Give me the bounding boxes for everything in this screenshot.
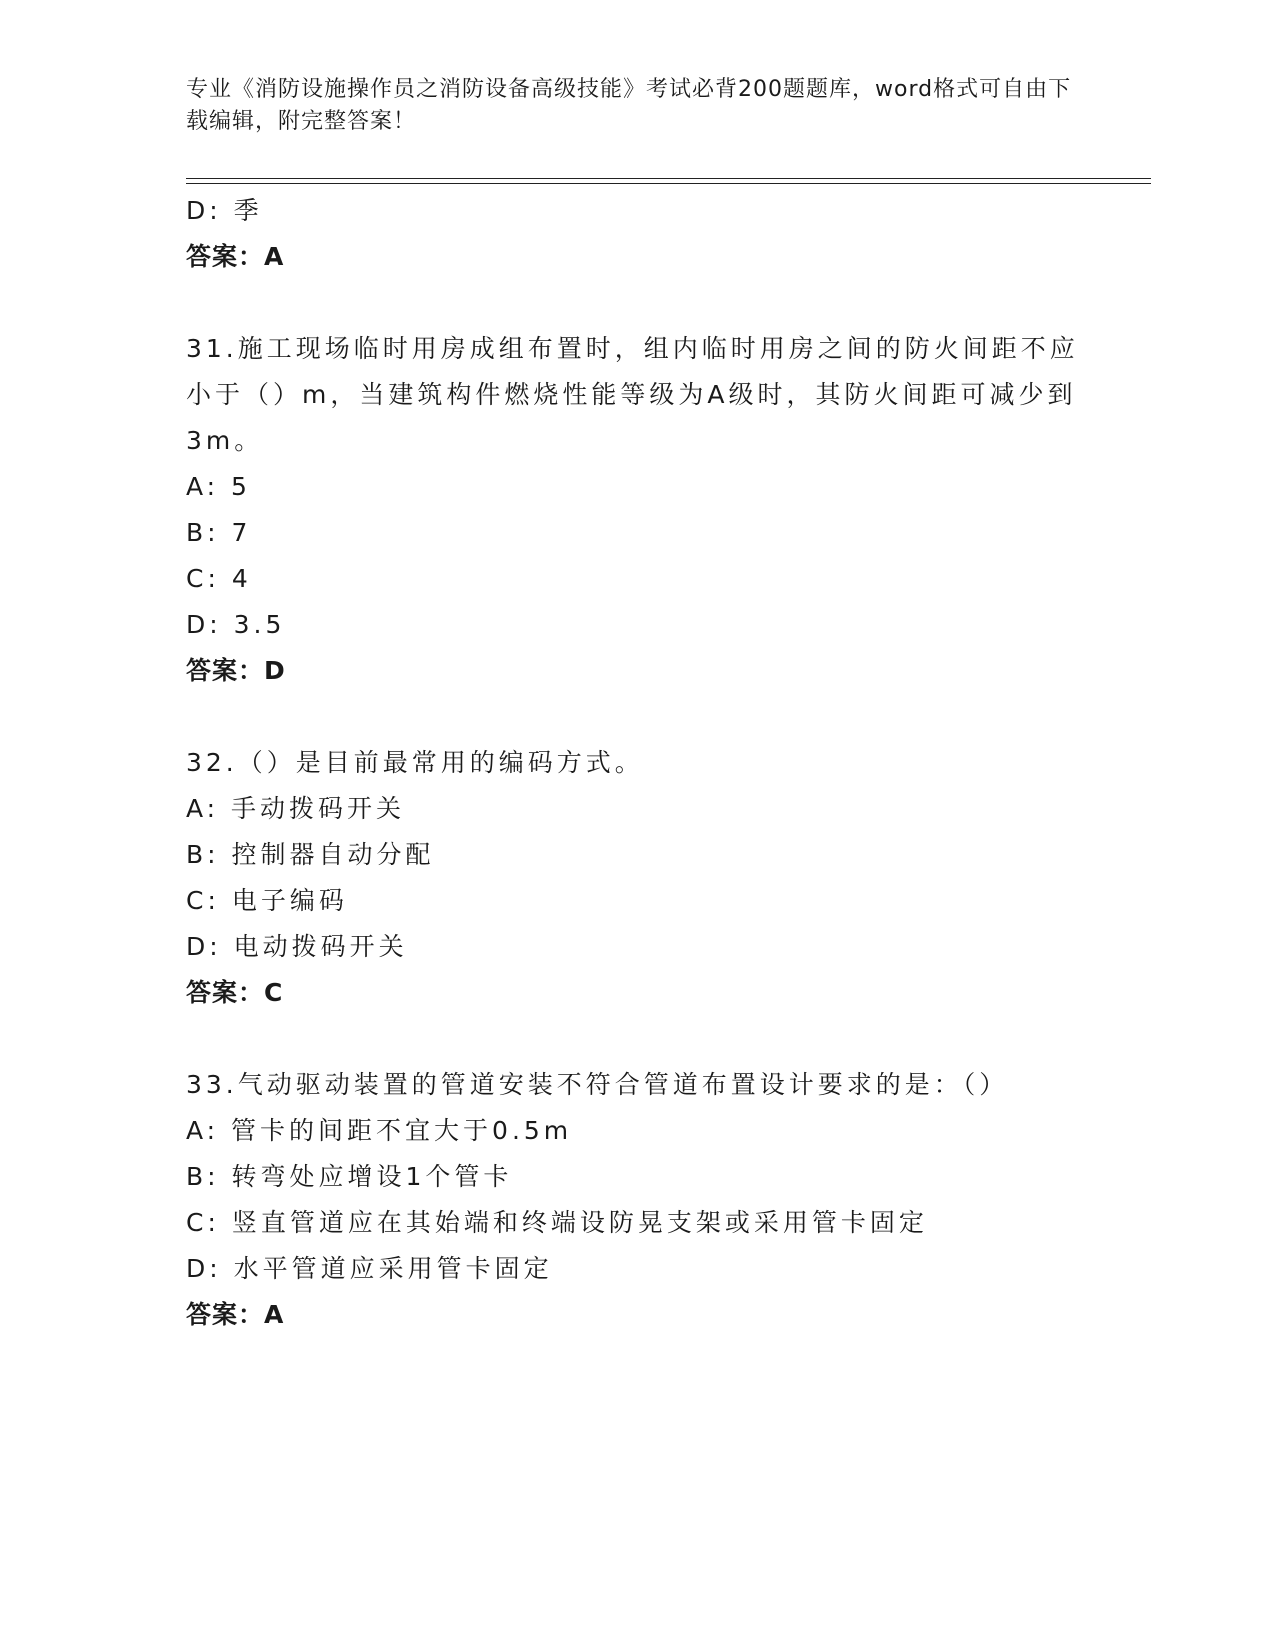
option-c: C: 4 (186, 564, 252, 593)
option-d: D: 电动拨码开关 (186, 932, 408, 961)
header-divider-top (186, 178, 1151, 179)
option-b: B: 转弯处应增设1个管卡 (186, 1162, 513, 1191)
option-b: B: 控制器自动分配 (186, 840, 435, 869)
option-a: A: 管卡的间距不宜大于0.5m (186, 1116, 573, 1145)
question-32 (186, 740, 1086, 1016)
question-stem: 32.（）是目前最常用的编码方式。 (186, 748, 644, 777)
previous-question-tail (186, 188, 1086, 280)
question-33 (186, 1062, 1086, 1338)
answer-label: 答案：A (186, 1300, 285, 1329)
option-a: A: 5 (186, 472, 251, 501)
answer-label: 答案：A (186, 242, 285, 271)
option-d: D: 水平管道应采用管卡固定 (186, 1254, 553, 1283)
spacer (186, 694, 1086, 740)
question-stem: 31.施工现场临时用房成组布置时，组内临时用房之间的防火间距不应小于（）m，当建筑构件燃烧性能等级为A级时，其防火间距可减少到3m。 (186, 334, 1079, 455)
question-31 (186, 326, 1086, 694)
question-stem: 33.气动驱动装置的管道安装不符合管道布置设计要求的是：（） (186, 1070, 1009, 1099)
option-c: C: 电子编码 (186, 886, 348, 915)
answer-label: 答案：D (186, 656, 286, 685)
option-b: B: 7 (186, 518, 252, 547)
header-divider-bottom (186, 183, 1151, 184)
answer-label: 答案：C (186, 978, 284, 1007)
question-list (186, 188, 1086, 1338)
page-header: 专业《消防设施操作员之消防设备高级技能》考试必背200题题库，word格式可自由下载编辑，附完整答案！ (186, 77, 1072, 134)
option-d: D: 3.5 (186, 610, 286, 639)
spacer (186, 1016, 1086, 1062)
option-a: A: 手动拨码开关 (186, 794, 406, 823)
spacer (186, 280, 1086, 326)
option-c: C: 竖直管道应在其始端和终端设防晃支架或采用管卡固定 (186, 1208, 928, 1237)
option-d: D: 季 (186, 196, 263, 225)
